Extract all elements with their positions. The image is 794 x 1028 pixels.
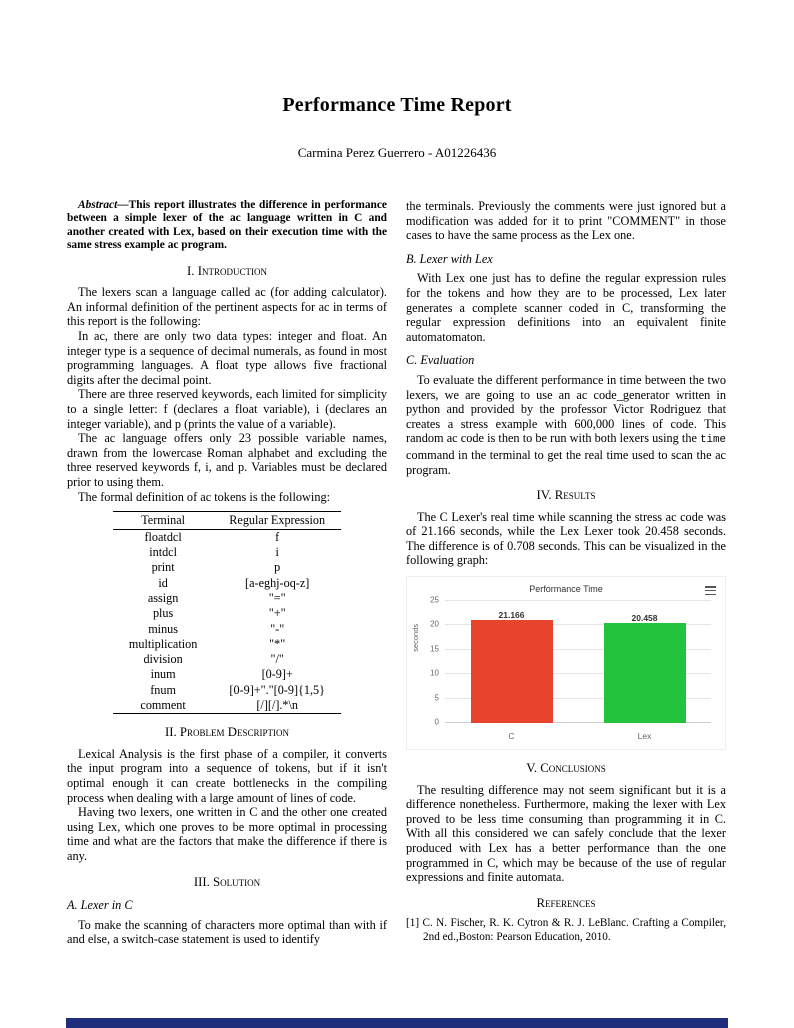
right-column xyxy=(406,199,726,947)
regex-cell: [a-eghj-oq-z] xyxy=(245,575,310,590)
chart-x-axis xyxy=(445,729,711,740)
paragraph-continuation: the terminals. Previously the comments were just ignored but a modification was added for it to print "COMMENT" in those cases to have the same process as the Lex one. xyxy=(406,199,726,243)
y-tick-label: 5 xyxy=(434,693,439,703)
time-command-text: time xyxy=(700,434,726,447)
evaluation-text: command in the terminal to get the real time used to scan the ac program. xyxy=(406,447,726,477)
y-tick-label: 0 xyxy=(434,717,439,727)
paragraph: Having two lexers, one written in C and the other one created using Lex, which one proves to be more optimal in processing time and what are the factors that make the difference if there is any. xyxy=(67,805,387,864)
terminal-cell: intdcl xyxy=(149,545,177,560)
regex-cell: "/" xyxy=(270,652,284,667)
left-column xyxy=(67,199,387,947)
regex-cell: "*" xyxy=(269,636,286,651)
page-title: Performance Time Report xyxy=(282,94,512,116)
bottom-blue-bar xyxy=(66,1018,728,1028)
two-column-body xyxy=(0,161,794,947)
terminal-cell: multiplication xyxy=(128,636,198,651)
abstract-text: This report illustrates the difference in performance between a simple lexer of the ac language written in C and another created with Lex, based on their execution time with the same stress example ac program. xyxy=(67,199,387,252)
table-row xyxy=(113,545,341,560)
reference-item: [1] C. N. Fischer, R. K. Cytron & R. J. LeBlanc. Crafting a Compiler, 2nd ed.,Boston: Pearson Education, 2010. xyxy=(406,917,726,943)
bar-column-c xyxy=(445,601,578,723)
performance-chart xyxy=(406,576,726,750)
evaluation-text: To evaluate the different performance in time between the two lexers, we are going to use an ac code_generator written in python and provided by the professor Victor Rodriguez that creates a stress example with 600,000 lines of code. This random ac code is then to be run with both lexers using the xyxy=(406,372,726,446)
table-row xyxy=(113,591,341,606)
subheading-lexer-with-lex: B. Lexer with Lex xyxy=(406,251,493,266)
y-tick-label: 15 xyxy=(430,644,439,654)
terminal-cell: assign xyxy=(147,590,179,605)
terminal-cell: plus xyxy=(152,606,174,621)
abstract-label: Abstract— xyxy=(78,199,129,211)
table-row xyxy=(113,683,341,698)
regex-cell: p xyxy=(274,560,281,575)
abstract xyxy=(67,199,387,253)
paragraph: Lexical Analysis is the first phase of a compiler, it converts the input program into a sequence of tokens, but if it isn't optimal enough it can create bottlenecks in the compiling process when dealing with a large amount of lines of code. xyxy=(67,746,387,805)
paragraph xyxy=(406,373,726,477)
paragraph: The C Lexer's real time while scanning the stress ac code was of 21.166 seconds, while the Lex Lexer took 20.458 seconds. The difference is of 0.708 seconds. This can be visualized in the following graph: xyxy=(406,509,726,568)
bar-value-label: 21.166 xyxy=(498,609,525,620)
paragraph: There are three reserved keywords, each limited for simplicity to a single letter: f (declares a float variable), i (declares an integer variable), and p (prints the value of a variable). xyxy=(67,387,387,431)
chart-y-axis-label: seconds xyxy=(411,623,420,652)
x-axis-label-c: C xyxy=(508,731,515,742)
regex-cell: "-" xyxy=(270,621,285,636)
y-tick-label: 20 xyxy=(430,620,439,630)
heading-introduction: I. Introduction xyxy=(187,263,267,278)
bar-value-label: 20.458 xyxy=(631,613,658,624)
paragraph: In ac, there are only two data types: integer and float. An integer type is a sequence of decimal numerals, as found in most programming languages. A float type allows five fractional digits after the decimal point. xyxy=(67,329,387,387)
bar-c xyxy=(471,609,553,723)
paragraph: The formal definition of ac tokens is the following: xyxy=(78,489,331,504)
chart-title: Performance Time xyxy=(529,584,603,595)
table-row xyxy=(113,698,341,714)
terminal-cell: inum xyxy=(150,667,176,682)
hamburger-menu-icon xyxy=(704,583,717,598)
bar-lex xyxy=(604,613,686,723)
paragraph: With Lex one just has to define the regular expression rules for the tokens and how they are to be processed, Lex later generates a complete scanner coded in C, transforming the regular expression definitions into an equivalent finite automatomaton. xyxy=(406,271,726,344)
token-table xyxy=(113,511,341,714)
table-row xyxy=(113,637,341,652)
paragraph: The lexers scan a language called ac (for adding calculator). An informal definition of the pertinent aspects for ac in terms of this report is the following: xyxy=(67,285,387,329)
terminal-cell: comment xyxy=(113,698,213,714)
bar-column-lex xyxy=(578,601,711,723)
terminal-cell: division xyxy=(143,652,183,667)
regex-cell: "+" xyxy=(268,606,286,621)
heading-solution: III. Solution xyxy=(193,874,261,889)
terminal-cell: fnum xyxy=(150,682,176,697)
table-row xyxy=(113,667,341,682)
subheading-evaluation: C. Evaluation xyxy=(406,353,475,368)
table-header-row xyxy=(113,512,341,530)
paragraph: To make the scanning of characters more optimal than with if and else, a switch-case statement is used to identify xyxy=(67,917,387,947)
regex-cell: "=" xyxy=(268,590,286,605)
table-row xyxy=(113,529,341,545)
heading-references: References xyxy=(536,895,596,910)
regex-cell: [0-9]+"."[0-9]{1,5} xyxy=(229,682,325,697)
table-header-regex: Regular Expression xyxy=(213,512,341,530)
table-row xyxy=(113,622,341,637)
heading-problem-description: II. Problem Description xyxy=(165,725,289,740)
table-header-terminal: Terminal xyxy=(113,512,213,530)
regex-cell: i xyxy=(275,545,279,560)
paragraph: The resulting difference may not seem significant but it is a difference nonetheless. Furthermore, making the lexer with Lex proved to be less time consuming than programming it in C. With all this considered we can safely conclude that the lexer produced with Lex has a better performance than the one programmed in C, which may be because of the use of regular expressions and finite automata. xyxy=(406,782,726,885)
paragraph: The ac language offers only 23 possible variable names, drawn from the lowercase Roman alphabet and excluding the three reserved keywords f, i, and p. Variables must be declared prior to using them. xyxy=(67,431,387,489)
x-axis-label-lex: Lex xyxy=(637,731,652,742)
terminal-cell: floatdcl xyxy=(144,529,182,544)
author-line: Carmina Perez Guerrero - A01226436 xyxy=(297,145,497,160)
terminal-cell: id xyxy=(158,575,168,590)
y-tick-label: 25 xyxy=(430,595,439,605)
table-row xyxy=(113,560,341,575)
heading-results: IV. Results xyxy=(536,488,596,503)
subheading-lexer-in-c: A. Lexer in C xyxy=(67,898,133,913)
table-row xyxy=(113,606,341,621)
table-row xyxy=(113,652,341,667)
regex-cell: [/][/].*\n xyxy=(213,698,341,714)
regex-cell: [0-9]+ xyxy=(261,667,293,682)
y-tick-label: 10 xyxy=(430,668,439,678)
regex-cell: f xyxy=(275,529,280,544)
table-row xyxy=(113,576,341,591)
terminal-cell: minus xyxy=(148,621,178,636)
terminal-cell: print xyxy=(151,560,175,575)
chart-plot-area xyxy=(430,595,711,727)
heading-conclusions: V. Conclusions xyxy=(526,761,606,776)
